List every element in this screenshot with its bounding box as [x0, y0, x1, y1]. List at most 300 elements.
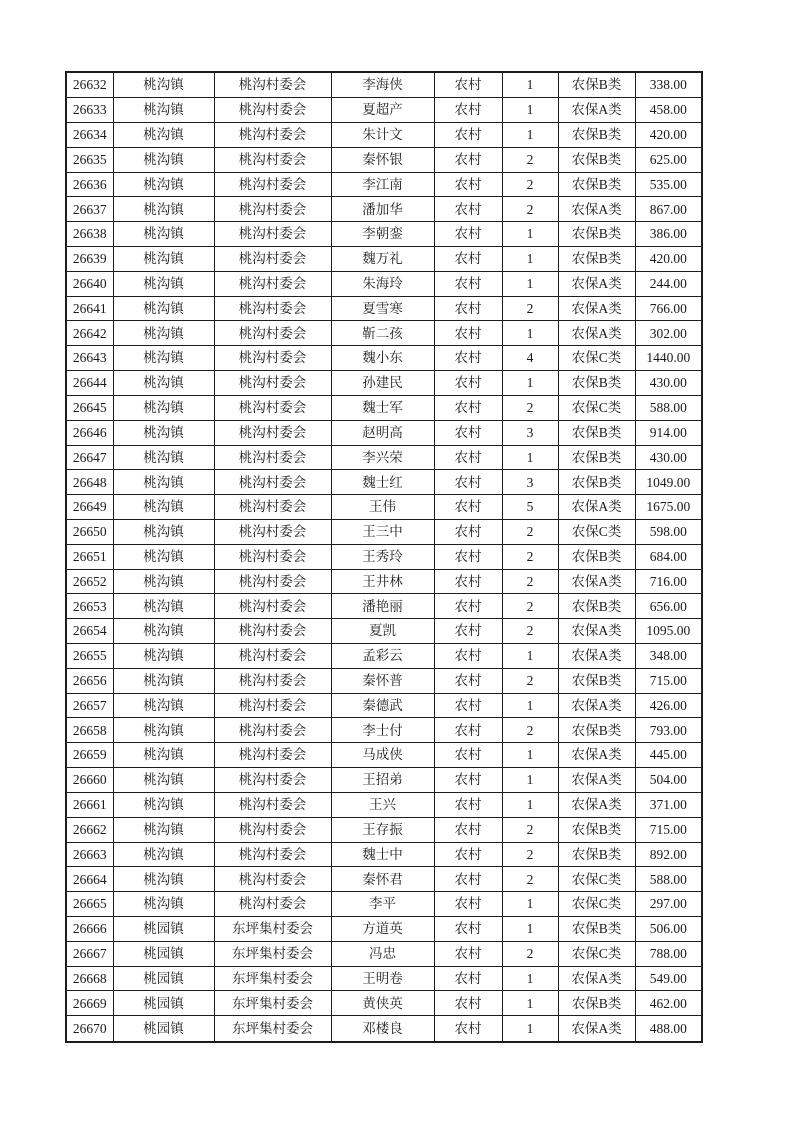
cell-person-count: 1	[502, 644, 558, 669]
cell-serial-number: 26640	[66, 271, 113, 296]
cell-amount: 793.00	[635, 718, 702, 743]
table-row	[66, 817, 702, 842]
cell-residence-type: 农村	[434, 916, 502, 941]
table-row	[66, 768, 702, 793]
cell-person-name: 李海侠	[331, 72, 434, 98]
cell-insurance-category: 农保C类	[558, 519, 635, 544]
cell-amount: 506.00	[635, 916, 702, 941]
cell-person-name: 邓楼良	[331, 1016, 434, 1042]
cell-amount: 914.00	[635, 420, 702, 445]
cell-amount: 1440.00	[635, 346, 702, 371]
cell-town: 桃沟镇	[113, 296, 214, 321]
cell-person-count: 1	[502, 743, 558, 768]
cell-residence-type: 农村	[434, 222, 502, 247]
cell-amount: 338.00	[635, 72, 702, 98]
cell-village-committee: 桃沟村委会	[214, 519, 331, 544]
cell-person-name: 马成侠	[331, 743, 434, 768]
cell-village-committee: 桃沟村委会	[214, 197, 331, 222]
cell-insurance-category: 农保C类	[558, 395, 635, 420]
cell-serial-number: 26634	[66, 122, 113, 147]
cell-village-committee: 桃沟村委会	[214, 420, 331, 445]
cell-serial-number: 26638	[66, 222, 113, 247]
cell-amount: 588.00	[635, 867, 702, 892]
cell-village-committee: 桃沟村委会	[214, 172, 331, 197]
cell-person-name: 夏雪寒	[331, 296, 434, 321]
cell-residence-type: 农村	[434, 420, 502, 445]
cell-insurance-category: 农保B类	[558, 594, 635, 619]
cell-person-name: 王井林	[331, 569, 434, 594]
cell-village-committee: 桃沟村委会	[214, 718, 331, 743]
cell-person-count: 2	[502, 172, 558, 197]
cell-town: 桃沟镇	[113, 222, 214, 247]
table-row	[66, 470, 702, 495]
cell-insurance-category: 农保A类	[558, 693, 635, 718]
cell-amount: 297.00	[635, 892, 702, 917]
cell-amount: 684.00	[635, 544, 702, 569]
table-row	[66, 892, 702, 917]
cell-amount: 458.00	[635, 98, 702, 123]
cell-insurance-category: 农保A类	[558, 966, 635, 991]
cell-residence-type: 农村	[434, 644, 502, 669]
cell-serial-number: 26641	[66, 296, 113, 321]
cell-amount: 766.00	[635, 296, 702, 321]
cell-town: 桃沟镇	[113, 98, 214, 123]
table-row	[66, 966, 702, 991]
cell-person-count: 1	[502, 991, 558, 1016]
cell-person-name: 魏小东	[331, 346, 434, 371]
cell-residence-type: 农村	[434, 147, 502, 172]
table-row	[66, 668, 702, 693]
cell-person-count: 2	[502, 519, 558, 544]
table-row	[66, 371, 702, 396]
cell-town: 桃沟镇	[113, 395, 214, 420]
cell-village-committee: 桃沟村委会	[214, 619, 331, 644]
cell-person-count: 2	[502, 296, 558, 321]
cell-village-committee: 桃沟村委会	[214, 395, 331, 420]
cell-amount: 244.00	[635, 271, 702, 296]
cell-person-count: 2	[502, 619, 558, 644]
cell-person-count: 2	[502, 668, 558, 693]
cell-residence-type: 农村	[434, 842, 502, 867]
cell-person-count: 1	[502, 98, 558, 123]
cell-village-committee: 桃沟村委会	[214, 768, 331, 793]
cell-person-count: 1	[502, 122, 558, 147]
cell-insurance-category: 农保B类	[558, 544, 635, 569]
cell-village-committee: 东坪集村委会	[214, 991, 331, 1016]
cell-person-count: 5	[502, 495, 558, 520]
cell-serial-number: 26670	[66, 1016, 113, 1042]
cell-residence-type: 农村	[434, 1016, 502, 1042]
cell-residence-type: 农村	[434, 247, 502, 272]
cell-town: 桃沟镇	[113, 72, 214, 98]
table-row	[66, 271, 702, 296]
cell-insurance-category: 农保A类	[558, 321, 635, 346]
cell-village-committee: 东坪集村委会	[214, 966, 331, 991]
table-row	[66, 594, 702, 619]
cell-serial-number: 26657	[66, 693, 113, 718]
cell-town: 桃沟镇	[113, 644, 214, 669]
table-row	[66, 346, 702, 371]
cell-residence-type: 农村	[434, 619, 502, 644]
cell-town: 桃沟镇	[113, 768, 214, 793]
table-row	[66, 72, 702, 98]
cell-village-committee: 桃沟村委会	[214, 743, 331, 768]
cell-person-name: 秦怀普	[331, 668, 434, 693]
cell-serial-number: 26632	[66, 72, 113, 98]
cell-amount: 420.00	[635, 247, 702, 272]
cell-person-count: 1	[502, 916, 558, 941]
cell-insurance-category: 农保B类	[558, 718, 635, 743]
cell-person-name: 潘加华	[331, 197, 434, 222]
cell-village-committee: 桃沟村委会	[214, 892, 331, 917]
cell-amount: 386.00	[635, 222, 702, 247]
cell-person-name: 靳二孩	[331, 321, 434, 346]
cell-residence-type: 农村	[434, 321, 502, 346]
cell-person-count: 1	[502, 792, 558, 817]
cell-person-name: 魏士军	[331, 395, 434, 420]
table-row	[66, 222, 702, 247]
cell-town: 桃沟镇	[113, 743, 214, 768]
cell-insurance-category: 农保B类	[558, 470, 635, 495]
cell-person-name: 赵明高	[331, 420, 434, 445]
records-table-body	[66, 72, 702, 1042]
cell-village-committee: 桃沟村委会	[214, 247, 331, 272]
cell-village-committee: 桃沟村委会	[214, 495, 331, 520]
cell-town: 桃沟镇	[113, 346, 214, 371]
cell-town: 桃沟镇	[113, 544, 214, 569]
table-row	[66, 147, 702, 172]
cell-village-committee: 桃沟村委会	[214, 817, 331, 842]
cell-residence-type: 农村	[434, 718, 502, 743]
cell-residence-type: 农村	[434, 371, 502, 396]
cell-residence-type: 农村	[434, 519, 502, 544]
cell-insurance-category: 农保A类	[558, 792, 635, 817]
cell-person-name: 方道英	[331, 916, 434, 941]
cell-residence-type: 农村	[434, 445, 502, 470]
cell-insurance-category: 农保B类	[558, 420, 635, 445]
cell-insurance-category: 农保A类	[558, 98, 635, 123]
table-row	[66, 321, 702, 346]
cell-residence-type: 农村	[434, 495, 502, 520]
table-row	[66, 1016, 702, 1042]
cell-village-committee: 桃沟村委会	[214, 346, 331, 371]
cell-village-committee: 桃沟村委会	[214, 693, 331, 718]
cell-residence-type: 农村	[434, 991, 502, 1016]
cell-town: 桃沟镇	[113, 668, 214, 693]
cell-amount: 371.00	[635, 792, 702, 817]
cell-person-count: 1	[502, 1016, 558, 1042]
cell-amount: 867.00	[635, 197, 702, 222]
cell-serial-number: 26669	[66, 991, 113, 1016]
cell-person-count: 1	[502, 247, 558, 272]
cell-person-count: 2	[502, 395, 558, 420]
cell-village-committee: 桃沟村委会	[214, 544, 331, 569]
cell-person-count: 1	[502, 892, 558, 917]
cell-insurance-category: 农保B类	[558, 172, 635, 197]
cell-amount: 892.00	[635, 842, 702, 867]
cell-serial-number: 26659	[66, 743, 113, 768]
cell-insurance-category: 农保C类	[558, 941, 635, 966]
cell-person-count: 1	[502, 72, 558, 98]
cell-residence-type: 农村	[434, 346, 502, 371]
cell-serial-number: 26650	[66, 519, 113, 544]
cell-village-committee: 桃沟村委会	[214, 98, 331, 123]
cell-village-committee: 桃沟村委会	[214, 867, 331, 892]
table-row	[66, 395, 702, 420]
cell-residence-type: 农村	[434, 122, 502, 147]
cell-amount: 598.00	[635, 519, 702, 544]
table-row	[66, 718, 702, 743]
cell-village-committee: 桃沟村委会	[214, 122, 331, 147]
cell-village-committee: 桃沟村委会	[214, 594, 331, 619]
cell-person-name: 李士付	[331, 718, 434, 743]
cell-village-committee: 桃沟村委会	[214, 470, 331, 495]
cell-serial-number: 26656	[66, 668, 113, 693]
cell-residence-type: 农村	[434, 594, 502, 619]
table-row	[66, 296, 702, 321]
table-row	[66, 867, 702, 892]
cell-amount: 348.00	[635, 644, 702, 669]
cell-serial-number: 26655	[66, 644, 113, 669]
records-table	[65, 71, 703, 1043]
cell-person-name: 王招弟	[331, 768, 434, 793]
cell-residence-type: 农村	[434, 792, 502, 817]
cell-serial-number: 26662	[66, 817, 113, 842]
cell-town: 桃沟镇	[113, 817, 214, 842]
cell-person-name: 夏超产	[331, 98, 434, 123]
cell-insurance-category: 农保C类	[558, 892, 635, 917]
cell-insurance-category: 农保B类	[558, 817, 635, 842]
cell-insurance-category: 农保B类	[558, 122, 635, 147]
cell-town: 桃沟镇	[113, 147, 214, 172]
cell-person-count: 2	[502, 941, 558, 966]
cell-town: 桃沟镇	[113, 470, 214, 495]
cell-amount: 1049.00	[635, 470, 702, 495]
cell-town: 桃沟镇	[113, 445, 214, 470]
cell-person-name: 朱计文	[331, 122, 434, 147]
cell-town: 桃沟镇	[113, 420, 214, 445]
cell-residence-type: 农村	[434, 768, 502, 793]
table-row	[66, 544, 702, 569]
cell-village-committee: 桃沟村委会	[214, 668, 331, 693]
cell-serial-number: 26660	[66, 768, 113, 793]
cell-town: 桃园镇	[113, 991, 214, 1016]
cell-insurance-category: 农保C类	[558, 867, 635, 892]
cell-insurance-category: 农保B类	[558, 991, 635, 1016]
cell-serial-number: 26668	[66, 966, 113, 991]
cell-amount: 426.00	[635, 693, 702, 718]
cell-serial-number: 26663	[66, 842, 113, 867]
cell-serial-number: 26649	[66, 495, 113, 520]
cell-person-name: 潘艳丽	[331, 594, 434, 619]
cell-amount: 430.00	[635, 371, 702, 396]
cell-person-name: 魏万礼	[331, 247, 434, 272]
cell-insurance-category: 农保A类	[558, 197, 635, 222]
cell-person-count: 4	[502, 346, 558, 371]
cell-residence-type: 农村	[434, 941, 502, 966]
cell-insurance-category: 农保B类	[558, 668, 635, 693]
cell-person-name: 秦怀君	[331, 867, 434, 892]
cell-town: 桃沟镇	[113, 247, 214, 272]
cell-person-name: 孙建民	[331, 371, 434, 396]
cell-town: 桃沟镇	[113, 867, 214, 892]
cell-serial-number: 26647	[66, 445, 113, 470]
cell-amount: 588.00	[635, 395, 702, 420]
cell-village-committee: 桃沟村委会	[214, 569, 331, 594]
cell-amount: 625.00	[635, 147, 702, 172]
cell-residence-type: 农村	[434, 892, 502, 917]
cell-person-name: 魏士红	[331, 470, 434, 495]
cell-amount: 302.00	[635, 321, 702, 346]
cell-amount: 715.00	[635, 817, 702, 842]
cell-insurance-category: 农保B类	[558, 916, 635, 941]
cell-residence-type: 农村	[434, 544, 502, 569]
cell-person-name: 孟彩云	[331, 644, 434, 669]
cell-serial-number: 26653	[66, 594, 113, 619]
cell-residence-type: 农村	[434, 966, 502, 991]
cell-amount: 535.00	[635, 172, 702, 197]
cell-town: 桃沟镇	[113, 495, 214, 520]
cell-town: 桃沟镇	[113, 371, 214, 396]
cell-town: 桃沟镇	[113, 569, 214, 594]
table-row	[66, 197, 702, 222]
cell-residence-type: 农村	[434, 668, 502, 693]
cell-serial-number: 26635	[66, 147, 113, 172]
cell-amount: 430.00	[635, 445, 702, 470]
cell-amount: 445.00	[635, 743, 702, 768]
cell-town: 桃沟镇	[113, 693, 214, 718]
cell-insurance-category: 农保B类	[558, 222, 635, 247]
cell-insurance-category: 农保A类	[558, 743, 635, 768]
cell-town: 桃沟镇	[113, 594, 214, 619]
cell-town: 桃沟镇	[113, 892, 214, 917]
cell-serial-number: 26652	[66, 569, 113, 594]
cell-insurance-category: 农保A类	[558, 271, 635, 296]
cell-residence-type: 农村	[434, 569, 502, 594]
table-row	[66, 916, 702, 941]
cell-town: 桃园镇	[113, 966, 214, 991]
cell-insurance-category: 农保B类	[558, 147, 635, 172]
cell-residence-type: 农村	[434, 172, 502, 197]
cell-residence-type: 农村	[434, 743, 502, 768]
cell-village-committee: 桃沟村委会	[214, 271, 331, 296]
cell-serial-number: 26645	[66, 395, 113, 420]
cell-village-committee: 桃沟村委会	[214, 371, 331, 396]
table-row	[66, 743, 702, 768]
cell-residence-type: 农村	[434, 72, 502, 98]
cell-residence-type: 农村	[434, 470, 502, 495]
cell-person-name: 李平	[331, 892, 434, 917]
cell-person-count: 1	[502, 321, 558, 346]
cell-serial-number: 26664	[66, 867, 113, 892]
cell-village-committee: 桃沟村委会	[214, 644, 331, 669]
table-row	[66, 445, 702, 470]
cell-person-count: 1	[502, 222, 558, 247]
table-row	[66, 569, 702, 594]
cell-serial-number: 26642	[66, 321, 113, 346]
table-row	[66, 693, 702, 718]
cell-town: 桃园镇	[113, 916, 214, 941]
cell-person-count: 3	[502, 470, 558, 495]
cell-village-committee: 桃沟村委会	[214, 222, 331, 247]
cell-village-committee: 桃沟村委会	[214, 321, 331, 346]
cell-insurance-category: 农保B类	[558, 247, 635, 272]
cell-person-count: 2	[502, 842, 558, 867]
cell-serial-number: 26637	[66, 197, 113, 222]
cell-town: 桃园镇	[113, 1016, 214, 1042]
cell-town: 桃沟镇	[113, 718, 214, 743]
cell-person-count: 2	[502, 569, 558, 594]
cell-serial-number: 26651	[66, 544, 113, 569]
cell-person-name: 李江南	[331, 172, 434, 197]
table-row	[66, 98, 702, 123]
cell-person-name: 王明卷	[331, 966, 434, 991]
cell-amount: 788.00	[635, 941, 702, 966]
cell-residence-type: 农村	[434, 395, 502, 420]
cell-village-committee: 桃沟村委会	[214, 792, 331, 817]
table-row	[66, 792, 702, 817]
table-row	[66, 420, 702, 445]
cell-insurance-category: 农保A类	[558, 619, 635, 644]
cell-village-committee: 桃沟村委会	[214, 72, 331, 98]
cell-amount: 716.00	[635, 569, 702, 594]
table-row	[66, 122, 702, 147]
cell-serial-number: 26658	[66, 718, 113, 743]
cell-amount: 1675.00	[635, 495, 702, 520]
cell-serial-number: 26648	[66, 470, 113, 495]
cell-person-count: 1	[502, 693, 558, 718]
cell-person-count: 3	[502, 420, 558, 445]
cell-town: 桃园镇	[113, 941, 214, 966]
table-row	[66, 991, 702, 1016]
cell-town: 桃沟镇	[113, 321, 214, 346]
cell-insurance-category: 农保A类	[558, 1016, 635, 1042]
cell-serial-number: 26633	[66, 98, 113, 123]
cell-person-name: 王秀玲	[331, 544, 434, 569]
cell-residence-type: 农村	[434, 98, 502, 123]
cell-person-count: 2	[502, 544, 558, 569]
cell-serial-number: 26639	[66, 247, 113, 272]
cell-village-committee: 东坪集村委会	[214, 941, 331, 966]
cell-insurance-category: 农保A类	[558, 768, 635, 793]
cell-residence-type: 农村	[434, 197, 502, 222]
cell-person-name: 朱海玲	[331, 271, 434, 296]
cell-person-count: 2	[502, 147, 558, 172]
cell-person-count: 2	[502, 817, 558, 842]
cell-person-count: 1	[502, 445, 558, 470]
cell-village-committee: 桃沟村委会	[214, 842, 331, 867]
cell-serial-number: 26644	[66, 371, 113, 396]
cell-person-name: 黄侠英	[331, 991, 434, 1016]
cell-insurance-category: 农保B类	[558, 445, 635, 470]
cell-person-name: 魏士中	[331, 842, 434, 867]
cell-person-name: 王存振	[331, 817, 434, 842]
table-row	[66, 519, 702, 544]
cell-person-name: 冯忠	[331, 941, 434, 966]
cell-amount: 656.00	[635, 594, 702, 619]
cell-residence-type: 农村	[434, 867, 502, 892]
cell-serial-number: 26665	[66, 892, 113, 917]
cell-village-committee: 东坪集村委会	[214, 1016, 331, 1042]
cell-amount: 715.00	[635, 668, 702, 693]
cell-serial-number: 26661	[66, 792, 113, 817]
cell-insurance-category: 农保B类	[558, 842, 635, 867]
cell-person-name: 李朝銮	[331, 222, 434, 247]
cell-residence-type: 农村	[434, 271, 502, 296]
cell-town: 桃沟镇	[113, 842, 214, 867]
cell-person-name: 秦德武	[331, 693, 434, 718]
cell-town: 桃沟镇	[113, 197, 214, 222]
